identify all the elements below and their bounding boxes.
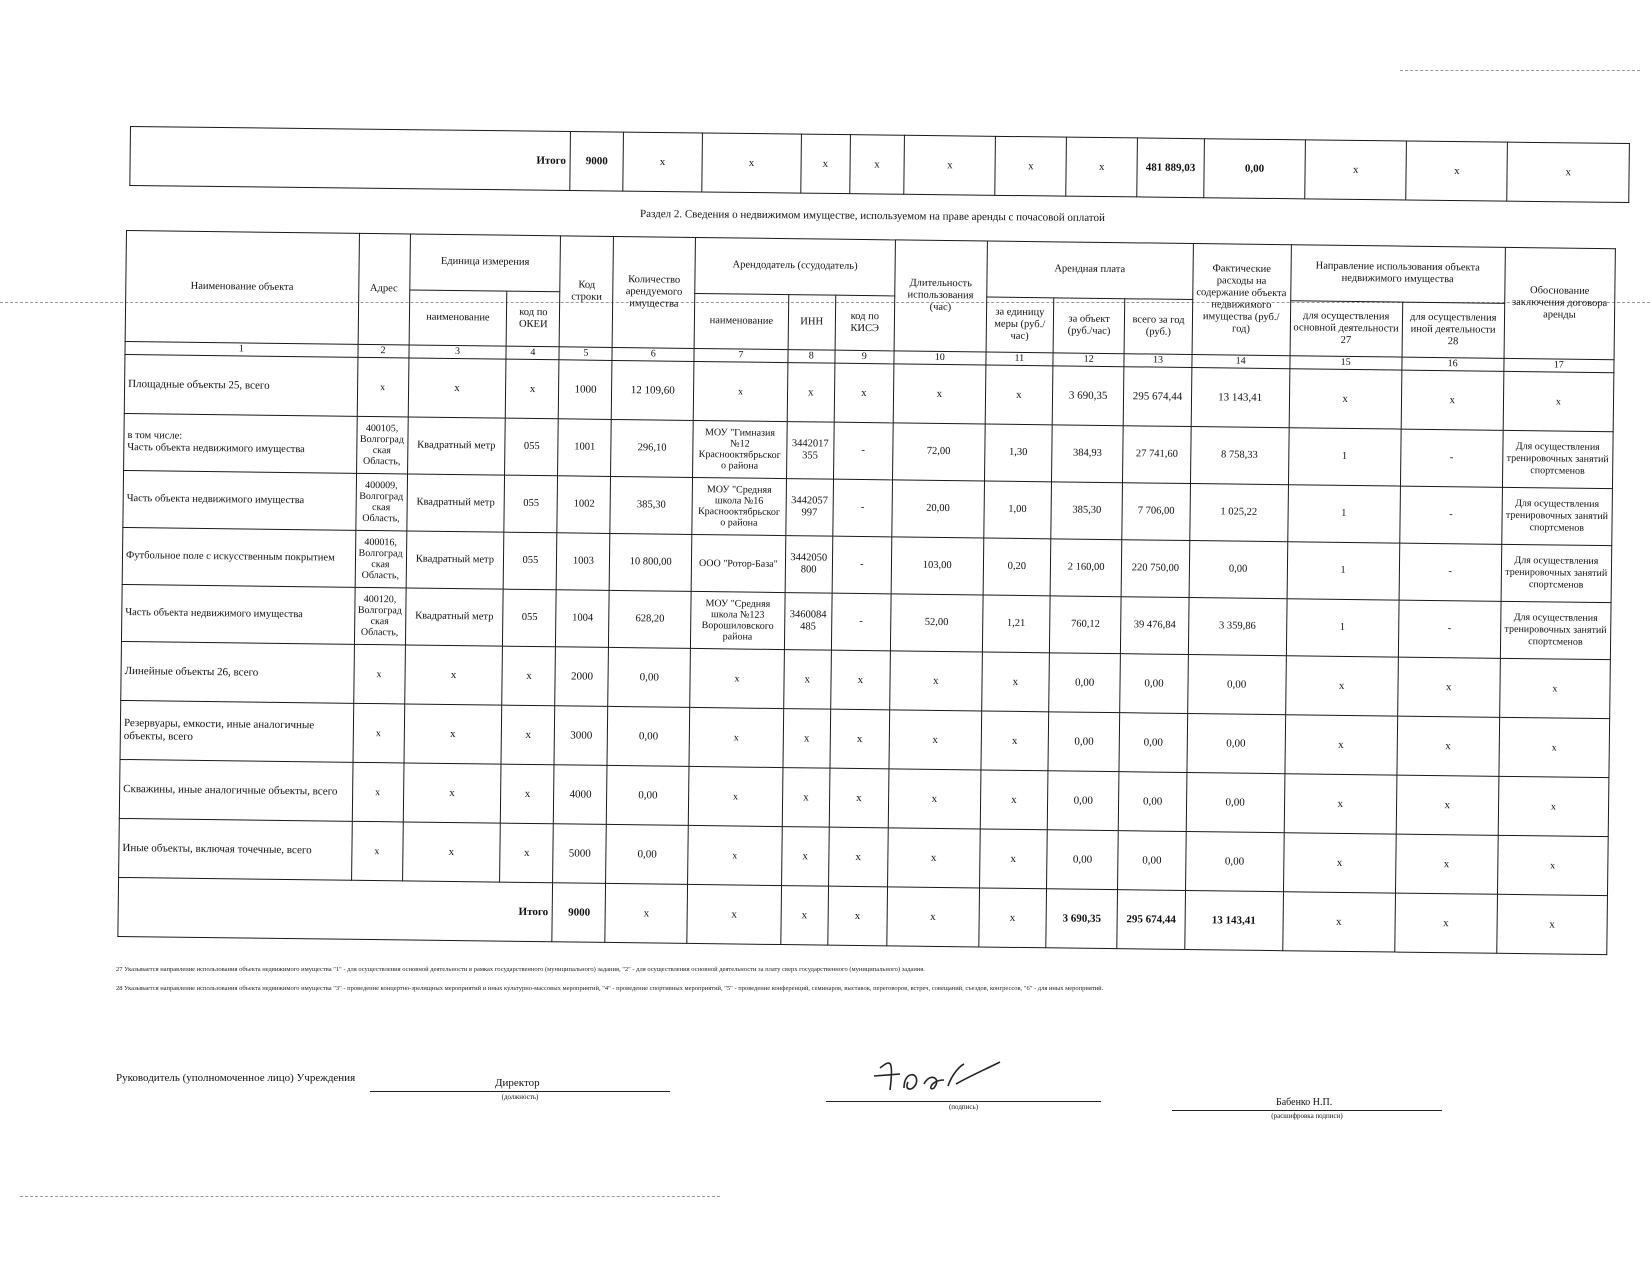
header-rent-object: за объект (руб./час) (1053, 297, 1125, 353)
table-cell: x (801, 134, 850, 194)
table-cell: 3442017 355 (786, 422, 834, 480)
table-cell: x (887, 887, 979, 947)
table-cell: 103,00 (891, 537, 983, 595)
table-cell: 0,00 (1049, 653, 1121, 713)
table-cell: 7 706,00 (1122, 483, 1190, 541)
table-cell: x (1397, 657, 1500, 717)
column-number: 7 (694, 348, 788, 362)
table-cell: x (781, 827, 829, 887)
table-cell: 20,00 (892, 480, 984, 538)
table-cell: x (688, 766, 783, 826)
table-cell: x (1289, 369, 1402, 429)
table-cell: x (403, 763, 502, 823)
table-cell: - (1400, 486, 1503, 544)
footnote-27: 27 Указывается направление использования объекта недвижимого имущества "1" - для осуществления основной деятельности в рамках государственного (муниципального) задания, "2" - для осуществления основной деятельности за плату сверх государственного (муниципального) задания. (116, 966, 925, 973)
header-lessor-name: наименование (694, 293, 788, 350)
header-unit-okei: код по ОКЕИ (506, 291, 560, 347)
table-cell: 0,00 (1118, 831, 1186, 891)
table-cell: x (887, 828, 979, 888)
column-number: 15 (1289, 356, 1401, 370)
table-cell: 3442057 997 (786, 479, 834, 537)
table-cell: x (1284, 774, 1397, 834)
table-cell: x (1401, 370, 1504, 430)
object-name-cell: Часть объекта недвижимого имущества (121, 584, 354, 644)
header-direction-main: для осуществления основной деятельности 27 (1290, 300, 1403, 357)
object-name-cell: Футбольное поле с искусственным покрытием (122, 527, 355, 587)
column-number: 16 (1402, 357, 1504, 371)
table-cell: 0,00 (1204, 139, 1306, 199)
table-cell: 0,20 (983, 538, 1051, 596)
table-cell: 0,00 (607, 765, 689, 825)
table-cell: x (849, 135, 904, 195)
total-label: Итого (118, 877, 553, 941)
table-cell: x (834, 363, 894, 423)
table-cell: ООО "Ротор-База" (691, 534, 786, 592)
table-cell: x (605, 883, 687, 943)
table-cell: 295 674,44 (1124, 367, 1192, 427)
position-caption: (должность) (501, 1093, 539, 1101)
table-cell: 0,00 (1119, 772, 1187, 832)
table-cell: x (979, 829, 1047, 889)
table-cell: 8 758,33 (1190, 427, 1289, 485)
table-cell: Для осуществления тренировочных занятий спортсменов (1501, 487, 1612, 545)
header-basis: Обоснование заключения договора аренды (1504, 247, 1616, 359)
table-cell: 3 359,86 (1188, 598, 1287, 656)
table-cell: 1004 (556, 590, 610, 648)
table-cell: x (1395, 834, 1498, 894)
name-caption: (расшифровка подписи) (1271, 1112, 1343, 1120)
table-cell: 1 (1287, 542, 1400, 600)
table-cell: 0,00 (607, 706, 689, 766)
table-cell: 055 (504, 532, 558, 590)
table-cell: 3460084 485 (784, 593, 832, 651)
header-direction-other: для осуществления иной деятельности 28 (1402, 302, 1505, 359)
table-cell: x (501, 705, 555, 765)
table-cell: - (833, 422, 893, 480)
table-cell: 13 143,41 (1191, 368, 1290, 428)
table-cell: x (500, 823, 554, 883)
table-cell: x (1406, 141, 1508, 201)
table-cell: x (501, 764, 555, 824)
table-cell: 1,00 (983, 481, 1051, 539)
table-cell: 3 690,35 (1052, 366, 1124, 426)
table-cell: x (889, 710, 981, 770)
table-cell: x (688, 825, 783, 885)
column-number: 9 (835, 350, 894, 364)
table-cell: x (828, 886, 888, 946)
table-cell: x (1305, 140, 1407, 200)
table-cell: Квадратный метр (407, 417, 506, 475)
table-cell: 220 750,00 (1121, 540, 1189, 598)
header-rent-group: Арендная плата (986, 241, 1193, 299)
table-cell: 760,12 (1049, 596, 1121, 654)
column-number: 12 (1053, 353, 1125, 367)
table-cell: 3000 (554, 706, 608, 766)
column-number: 6 (612, 347, 694, 361)
column-number: 2 (357, 344, 408, 358)
table-cell: x (893, 364, 985, 424)
rental-property-table (117, 230, 1616, 955)
table-cell: x (1397, 716, 1500, 776)
table-cell: 27 741,60 (1123, 426, 1191, 484)
table-cell: - (1399, 543, 1502, 601)
header-row-code: Код строки (560, 236, 614, 348)
table-cell: 3442050 800 (785, 536, 833, 594)
table-cell: 0,00 (608, 647, 690, 707)
table-cell: 2 160,00 (1050, 539, 1122, 597)
table-cell: 1000 (559, 360, 613, 420)
table-cell: x (1499, 658, 1610, 718)
table-cell: 13 143,41 (1184, 890, 1283, 950)
table-cell: 384,93 (1051, 425, 1123, 483)
table-cell: 1 (1287, 485, 1400, 543)
table-cell: 0,00 (1187, 655, 1286, 715)
object-name-cell: Иные объекты, включая точечные, всего (119, 818, 352, 880)
table-cell: x (980, 770, 1048, 830)
table-cell: x (690, 648, 785, 708)
table-cell: 10 800,00 (610, 533, 692, 591)
signature-scribble (860, 1050, 1020, 1100)
table-cell: 400009, Волгоград ская Область, (355, 473, 407, 531)
table-cell: x (904, 135, 996, 195)
table-cell: x (357, 357, 409, 417)
table-cell: 295 674,44 (1117, 890, 1185, 950)
table-cell: x (985, 365, 1053, 425)
table-cell: x (402, 822, 501, 882)
table-cell: Для осуществления тренировочных занятий спортсменов (1500, 601, 1611, 659)
column-number: 14 (1192, 355, 1290, 369)
header-rent-year: всего за год (руб.) (1124, 298, 1192, 354)
table-cell: x (502, 646, 556, 706)
table-cell: x (1395, 893, 1498, 953)
header-duration: Длительность использования (час) (894, 240, 987, 352)
table-cell: x (1066, 137, 1138, 197)
table-cell: x (1285, 656, 1398, 716)
table-cell: 055 (503, 589, 557, 647)
object-name-cell: Площадные объекты 25, всего (124, 354, 357, 416)
table-cell: x (623, 132, 703, 192)
column-number: 8 (788, 350, 835, 364)
table-cell: - (833, 479, 893, 537)
table-cell: - (1398, 600, 1501, 658)
table-cell: x (1396, 775, 1499, 835)
header-rent-unit: за единицу меры (руб./час) (986, 297, 1054, 353)
column-number: 11 (986, 352, 1053, 366)
column-number: 13 (1124, 354, 1191, 368)
table-cell: x (1499, 717, 1610, 777)
table-cell: x (828, 827, 888, 887)
table-cell: x (1283, 833, 1396, 893)
table-cell: 3 690,35 (1046, 889, 1118, 949)
table-cell: 0,00 (1186, 772, 1285, 832)
signer-name: Бабенко Н.П. (1276, 1097, 1333, 1108)
column-number: 1 (125, 341, 358, 357)
signature-line (826, 1101, 1101, 1102)
header-row (126, 231, 1616, 305)
table-cell: - (1400, 429, 1503, 487)
table-cell: 385,30 (610, 476, 692, 534)
table-body (119, 354, 1614, 895)
column-number: 10 (894, 351, 986, 365)
header-costs: Фактические расходы на содержание объекта недвижимого имущества (руб./год) (1192, 244, 1291, 356)
table-cell: x (352, 762, 404, 822)
table-cell: x (830, 650, 890, 710)
table-cell: 400120, Волгоград ская Область, (354, 587, 406, 645)
table-cell: 055 (504, 475, 558, 533)
table-cell: x (888, 769, 980, 829)
table-cell: 4000 (554, 765, 608, 825)
table-cell: 0,00 (1047, 771, 1119, 831)
table-cell: x (781, 886, 829, 946)
scan-artifact (1400, 70, 1640, 71)
table-cell: x (830, 709, 890, 769)
header-inn: ИНН (788, 294, 836, 350)
row-code: 9000 (552, 883, 606, 943)
table-cell: 400016, Волгоград ская Область, (355, 530, 407, 588)
table-cell: x (1282, 892, 1395, 952)
table-cell: x (787, 363, 835, 423)
table-cell: 1002 (557, 476, 611, 534)
table-cell: Квадратный метр (406, 531, 505, 589)
table-cell: МОУ "Средняя школа №16 Краснооктябрьског о района (692, 477, 787, 535)
object-name-cell: Скважины, иные аналогичные объекты, всего (119, 759, 352, 821)
table-cell: 628,20 (609, 590, 691, 648)
row-code: 9000 (570, 132, 623, 192)
table-cell: - (831, 593, 891, 651)
table-cell: x (689, 707, 784, 767)
table-cell: x (351, 821, 403, 881)
total-label: Итого (130, 127, 571, 191)
section1-total-table (129, 126, 1630, 203)
table-cell: 0,00 (1185, 831, 1284, 891)
table-cell: x (782, 768, 830, 828)
table-cell: Для осуществления тренировочных занятий спортсменов (1502, 430, 1613, 488)
header-direction-group: Направление использования объекта недвижимого имущества (1290, 245, 1505, 303)
table-cell: x (1507, 142, 1629, 202)
table-cell: x (829, 768, 889, 828)
column-number: 5 (559, 347, 612, 361)
table-cell: x (408, 358, 507, 418)
name-line (1172, 1110, 1442, 1111)
table-cell: x (353, 703, 405, 763)
table-cell: 0,00 (606, 824, 688, 884)
header-kise: код по КИСЭ (835, 295, 895, 351)
footnote-28: 28 Указывается направление использования объекта недвижимого имущества "3" - проведение концертно-зрелищных мероприятий и иных культурно-массовых мероприятий, "4" - проведение спортивных мероприятий, "5" - проведение конференций, семинаров, выставок, переговоров, встреч, совещаний, съездов, конгрессов, "6" - для иных мероприятий. (116, 985, 1104, 992)
object-name-cell: Резервуары, емкости, иные аналогичные объекты, всего (120, 700, 353, 762)
table-cell: Квадратный метр (406, 474, 505, 532)
object-name-cell: в том числе: Часть объекта недвижимого имущества (124, 413, 357, 473)
position-line (370, 1091, 670, 1092)
section1-total-row (130, 127, 1630, 203)
table-cell: x (1503, 371, 1614, 431)
table-cell: 400105, Волгоград ская Область, (356, 416, 408, 474)
header-unit-group: Единица измерения (409, 234, 561, 291)
table-cell: 1,30 (984, 424, 1052, 482)
table-cell: 1,21 (982, 595, 1050, 653)
head-label: Руководитель (уполномоченное лицо) Учреждения (116, 1072, 356, 1084)
object-name-cell: Линейные объекты 26, всего (121, 641, 354, 703)
table-cell: 52,00 (890, 594, 982, 652)
table-cell: 0,00 (1189, 541, 1288, 599)
table-cell: 12 109,60 (612, 360, 694, 420)
table-cell: x (981, 711, 1049, 771)
table-cell: x (1285, 715, 1398, 775)
header-quantity: Количество арендуемого имущества (613, 236, 696, 348)
header-unit-name: наименование (409, 289, 508, 346)
table-cell: 5000 (553, 824, 607, 884)
position-value: Директор (495, 1077, 540, 1089)
table-cell: 296,10 (611, 419, 693, 477)
header-lessor-group: Арендодатель (ссудодатель) (695, 237, 896, 295)
table-cell: x (995, 136, 1067, 196)
table-cell: 1 (1286, 599, 1399, 657)
signature-caption: (подпись) (948, 1103, 979, 1111)
table-cell: МОУ "Средняя школа №123 Ворошиловского района (690, 591, 785, 649)
table-cell: x (404, 645, 503, 705)
table-cell: 0,00 (1048, 712, 1120, 772)
table-cell: 1003 (557, 533, 611, 591)
table-cell: 0,00 (1047, 830, 1119, 890)
table-cell: 2000 (555, 647, 609, 707)
table-cell: 0,00 (1120, 654, 1188, 714)
table-cell: x (783, 709, 831, 769)
column-number: 4 (506, 346, 559, 360)
table-cell: Для осуществления тренировочных занятий спортсменов (1501, 544, 1612, 602)
table-cell: Квадратный метр (405, 588, 504, 646)
table-cell: x (890, 651, 982, 711)
table-cell: 481 889,03 (1137, 138, 1204, 198)
table-cell: 39 476,84 (1121, 597, 1189, 655)
table-cell: 1 (1288, 428, 1401, 486)
table-cell: 0,00 (1119, 713, 1187, 773)
table-cell: x (978, 888, 1046, 948)
table-cell: 0,00 (1187, 714, 1286, 774)
table-cell: x (1496, 894, 1607, 954)
scan-artifact (20, 1196, 720, 1197)
table-cell: 385,30 (1051, 482, 1123, 540)
table-cell: x (506, 359, 560, 419)
table-cell: x (784, 650, 832, 710)
table-cell: - (832, 536, 892, 594)
table-cell: x (981, 652, 1049, 712)
header-address: Адрес (358, 233, 410, 345)
table-cell: x (353, 644, 405, 704)
table-cell: 72,00 (892, 423, 984, 481)
table-cell: x (693, 361, 788, 421)
table-cell: 055 (505, 418, 559, 476)
column-number: 3 (408, 345, 506, 359)
table-cell: 1 025,22 (1189, 484, 1288, 542)
header-name: Наименование объекта (125, 231, 359, 345)
table-cell: 1001 (558, 419, 612, 477)
table-cell: x (1497, 835, 1608, 895)
table-cell: x (404, 704, 503, 764)
section-title: Раздел 2. Сведения о недвижимом имуществе, используемом на праве аренды с почасовой оплатой (639, 207, 1105, 225)
column-number: 17 (1504, 358, 1614, 372)
table-cell: МОУ "Гимназия №12 Краснооктябрьског о района (693, 420, 788, 478)
object-name-cell: Часть объекта недвижимого имущества (123, 470, 356, 530)
table-cell: x (1498, 776, 1609, 836)
table-cell: x (687, 884, 782, 944)
table-cell: x (702, 133, 802, 193)
